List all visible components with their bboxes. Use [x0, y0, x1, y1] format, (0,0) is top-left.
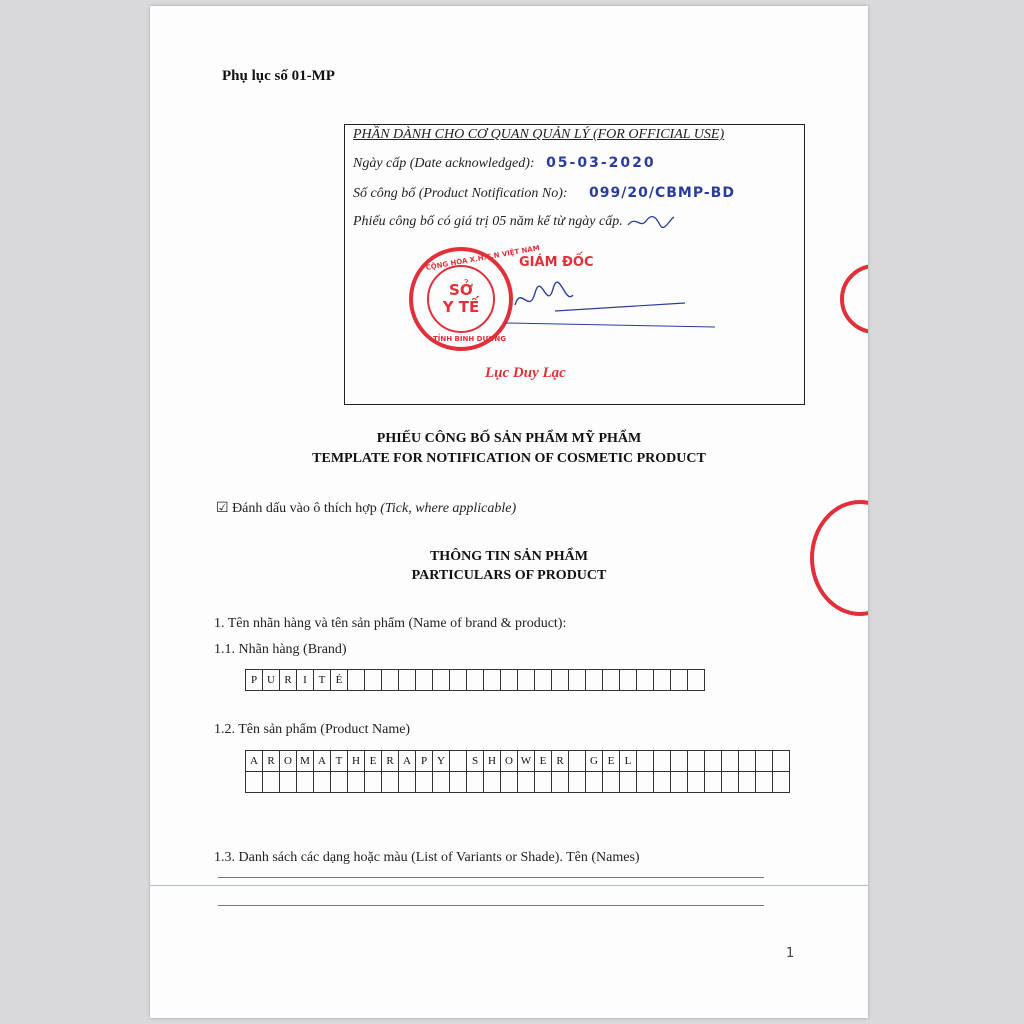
- grid-cell: [739, 772, 756, 793]
- grid-cell: [467, 670, 484, 691]
- checkbox-icon: ☑: [216, 501, 229, 516]
- grid-cell: [773, 772, 790, 793]
- grid-cell: [620, 772, 637, 793]
- seal-ring-bottom: TỈNH BÌNH DƯƠNG: [433, 335, 507, 343]
- grid-cell: O: [280, 751, 297, 772]
- edge-seal-1: [840, 264, 868, 334]
- grid-cell: [518, 772, 535, 793]
- grid-cell: P: [246, 670, 263, 691]
- section-title-en: PARTICULARS OF PRODUCT: [411, 568, 607, 583]
- grid-row: [246, 772, 790, 793]
- grid-cell: [688, 751, 705, 772]
- grid-cell: [331, 772, 348, 793]
- grid-cell: [586, 772, 603, 793]
- grid-cell: [620, 670, 637, 691]
- grid-cell: [535, 670, 552, 691]
- validity-row: [353, 213, 676, 231]
- grid-cell: [756, 772, 773, 793]
- grid-cell: A: [246, 751, 263, 772]
- seal-line-1: SỞ: [449, 281, 473, 299]
- grid-cell: [569, 670, 586, 691]
- question-1-2: 1.2. Tên sản phẩm (Product Name): [214, 722, 411, 737]
- grid-cell: [586, 670, 603, 691]
- grid-cell: [399, 670, 416, 691]
- tick-text-en: (Tick, where applicable): [380, 501, 517, 516]
- grid-cell: [637, 751, 654, 772]
- grid-cell: [705, 772, 722, 793]
- grid-cell: [671, 751, 688, 772]
- grid-cell: [484, 670, 501, 691]
- grid-cell: W: [518, 751, 535, 772]
- grid-cell: [518, 670, 535, 691]
- grid-cell: R: [382, 751, 399, 772]
- grid-cell: [688, 670, 705, 691]
- director-title: GIÁM ĐỐC: [519, 255, 594, 270]
- director-signature-icon: [495, 275, 725, 335]
- grid-cell: [705, 751, 722, 772]
- grid-cell: [399, 772, 416, 793]
- grid-cell: [569, 751, 586, 772]
- grid-cell: [314, 772, 331, 793]
- grid-cell: [450, 670, 467, 691]
- grid-cell: [552, 772, 569, 793]
- grid-cell: H: [348, 751, 365, 772]
- grid-cell: [552, 670, 569, 691]
- signer-name: Lục Duy Lạc: [485, 365, 566, 381]
- grid-cell: [603, 670, 620, 691]
- tick-instruction: [216, 500, 516, 517]
- initials-signature-icon: [626, 213, 676, 231]
- grid-cell: [671, 772, 688, 793]
- grid-cell: P: [416, 751, 433, 772]
- grid-cell: [365, 670, 382, 691]
- date-row: [353, 155, 656, 172]
- number-label: Số công bố (Product Notification No):: [353, 186, 568, 201]
- number-row: [353, 185, 735, 202]
- grid-cell: [365, 772, 382, 793]
- date-value: 05-03-2020: [546, 155, 656, 171]
- grid-cell: S: [467, 751, 484, 772]
- grid-cell: [569, 772, 586, 793]
- number-value: 099/20/CBMP-BD: [589, 185, 735, 201]
- grid-cell: [637, 670, 654, 691]
- grid-cell: [348, 772, 365, 793]
- grid-cell: [450, 772, 467, 793]
- grid-cell: H: [484, 751, 501, 772]
- validity-text: Phiếu công bố có giá trị 05 năm kể từ ngày cấp.: [353, 214, 623, 230]
- grid-cell: [433, 772, 450, 793]
- grid-row: [246, 670, 705, 691]
- section-title-vn: THÔNG TIN SẢN PHẨM: [429, 549, 589, 564]
- grid-cell: L: [620, 751, 637, 772]
- grid-cell: T: [314, 670, 331, 691]
- grid-cell: I: [297, 670, 314, 691]
- grid-cell: [671, 670, 688, 691]
- grid-cell: [382, 670, 399, 691]
- grid-cell: [382, 772, 399, 793]
- grid-cell: [280, 772, 297, 793]
- official-use-heading: PHẦN DÀNH CHO CƠ QUAN QUẢN LÝ (FOR OFFICIAL USE): [353, 127, 725, 142]
- grid-cell: [722, 751, 739, 772]
- grid-cell: [450, 751, 467, 772]
- seal-center: [427, 265, 495, 333]
- grid-cell: Y: [433, 751, 450, 772]
- grid-cell: T: [331, 751, 348, 772]
- question-1-1: 1.1. Nhãn hàng (Brand): [214, 642, 347, 657]
- grid-cell: [637, 772, 654, 793]
- grid-cell: [756, 751, 773, 772]
- form-title-en: TEMPLATE FOR NOTIFICATION OF COSMETIC PRODUCT: [312, 451, 706, 466]
- variants-line-2: [218, 905, 764, 906]
- grid-cell: É: [331, 670, 348, 691]
- question-1: 1. Tên nhãn hàng và tên sản phẩm (Name of brand & product):: [214, 616, 567, 631]
- brand-grid: [245, 669, 705, 691]
- grid-cell: A: [314, 751, 331, 772]
- grid-cell: [501, 670, 518, 691]
- grid-cell: U: [263, 670, 280, 691]
- seal-line-2: Y TẾ: [442, 298, 480, 316]
- edge-seal-2: [810, 500, 868, 616]
- grid-cell: [535, 772, 552, 793]
- official-use-box: [344, 124, 805, 405]
- document-page: [150, 6, 868, 1018]
- grid-cell: R: [280, 670, 297, 691]
- grid-cell: [654, 670, 671, 691]
- grid-cell: [688, 772, 705, 793]
- grid-cell: R: [263, 751, 280, 772]
- grid-cell: R: [552, 751, 569, 772]
- grid-cell: M: [297, 751, 314, 772]
- grid-cell: [246, 772, 263, 793]
- grid-cell: G: [586, 751, 603, 772]
- grid-cell: [739, 751, 756, 772]
- tick-text-vn: Đánh dấu vào ô thích hợp: [232, 501, 377, 516]
- grid-cell: [416, 772, 433, 793]
- grid-cell: E: [365, 751, 382, 772]
- grid-cell: [603, 772, 620, 793]
- grid-cell: [297, 772, 314, 793]
- question-1-3: 1.3. Danh sách các dạng hoặc màu (List of Variants or Shade). Tên (Names): [214, 850, 640, 865]
- grid-cell: [467, 772, 484, 793]
- grid-cell: [654, 772, 671, 793]
- variants-line-1: [218, 877, 764, 878]
- page-divider: [150, 885, 868, 886]
- date-label: Ngày cấp (Date acknowledged):: [353, 156, 535, 171]
- grid-cell: O: [501, 751, 518, 772]
- grid-cell: [773, 751, 790, 772]
- grid-cell: [654, 751, 671, 772]
- seal-ring-top: CỘNG HÒA X.H.C.N VIỆT NAM: [425, 244, 541, 272]
- grid-cell: E: [535, 751, 552, 772]
- grid-cell: [722, 772, 739, 793]
- grid-cell: [501, 772, 518, 793]
- grid-cell: [484, 772, 501, 793]
- grid-cell: A: [399, 751, 416, 772]
- page-number: 1: [786, 946, 795, 961]
- grid-cell: [416, 670, 433, 691]
- grid-cell: [433, 670, 450, 691]
- grid-cell: E: [603, 751, 620, 772]
- form-title-vn: PHIẾU CÔNG BỐ SẢN PHẨM MỸ PHẨM: [376, 431, 642, 446]
- product-name-grid: [245, 750, 790, 793]
- appendix-label: Phụ lục số 01-MP: [222, 68, 335, 84]
- grid-row: [246, 751, 790, 772]
- grid-cell: [263, 772, 280, 793]
- grid-cell: [348, 670, 365, 691]
